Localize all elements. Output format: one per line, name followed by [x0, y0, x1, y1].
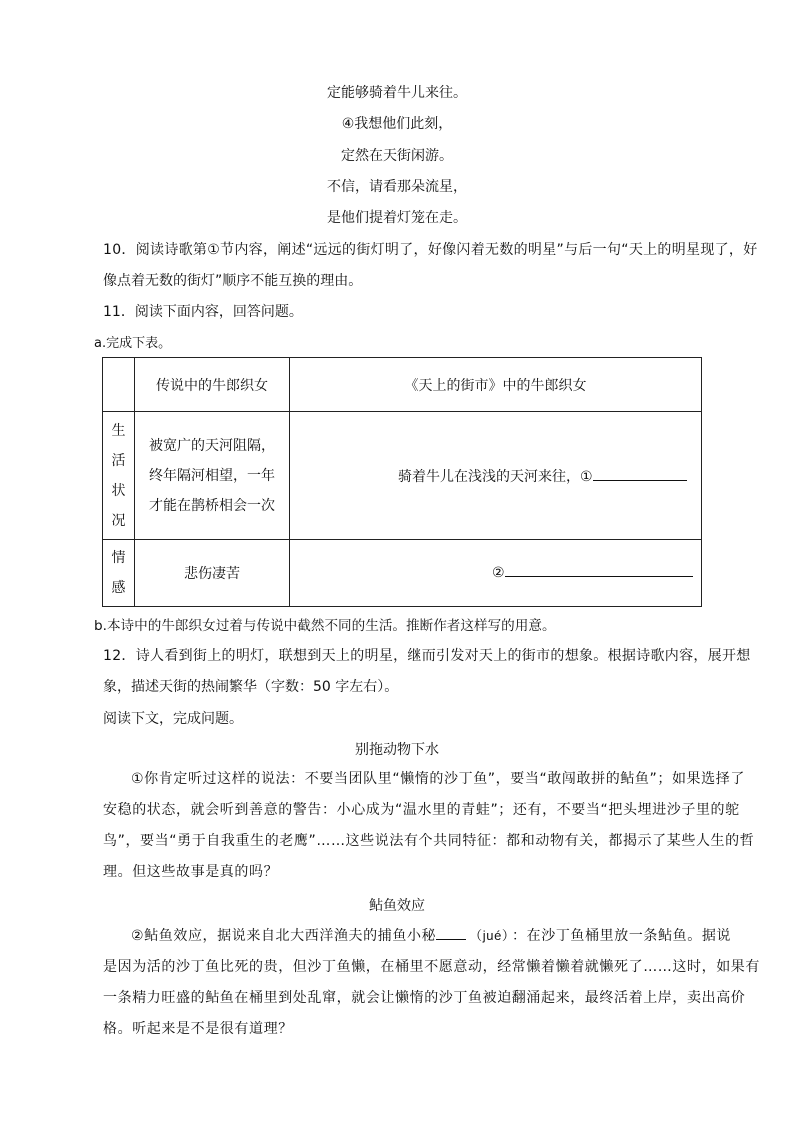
row-label-life: 生活状况: [103, 412, 135, 540]
paragraph-2-line-2: 是因为活的沙丁鱼比死的贵，但沙丁鱼懒，在桶里不愿意动，经常懒着懒着就懒死了……这时，如果有: [103, 959, 760, 975]
cell-legend-life: [135, 412, 290, 540]
answer-blank-2[interactable]: [505, 576, 693, 577]
answer-blank-1[interactable]: [593, 480, 687, 481]
question-11-sub-b: b.本诗中的牛郎织女过着与传说中截然不同的生活。推断作者这样写的用意。: [94, 618, 556, 634]
question-10-line-2: 像点着无数的街灯”顺序不能互换的理由。: [103, 273, 363, 289]
article-title: 别拖动物下水: [355, 742, 439, 758]
paragraph-1-line-2: 安稳的状态，就会听到善意的警告：小心成为“温水里的青蛙”；还有，不要当“把头埋进沙子里的鸵: [103, 802, 740, 818]
cell-poem-emotion: [290, 540, 702, 607]
table-row-life: [103, 412, 702, 540]
cell-legend-emotion: 悲伤凄苦: [135, 540, 290, 607]
question-10-line-1: 10．阅读诗歌第①节内容，阐述“远远的街灯明了，好像闪着无数的明星”与后一句“天上的明星现了，好: [103, 242, 758, 258]
table-header-row: [103, 358, 702, 412]
table-corner-cell: [103, 358, 135, 412]
paragraph-2-line-1: [103, 920, 743, 952]
table-header-legend: 传说中的牛郎织女: [135, 358, 290, 412]
paragraph-2-line-3: 一条精力旺盛的鲇鱼在桶里到处乱窜，就会让懒惰的沙丁鱼被迫翻涌起来，最终活着上岸，卖出高价: [103, 990, 746, 1006]
table-row-emotion: [103, 540, 702, 607]
paragraph-2-line-4: 格。听起来是不是很有道理？: [103, 1021, 293, 1037]
poem-life-text: 骑着牛儿在浅浅的天河来往，①: [398, 468, 593, 485]
legend-life-line-3: 才能在鹊桥相会一次: [149, 497, 275, 514]
paragraph-2-end: ：在沙丁鱼桶里放一条鲇鱼。据说: [512, 928, 732, 944]
question-11-title: 11．阅读下面内容，回答问题。: [103, 304, 303, 320]
article-paragraph-2: [103, 920, 760, 1045]
paragraph-1-line-4: 理。但这些故事是真的吗？: [103, 864, 279, 880]
question-11-sub-a: a.完成下表。: [94, 336, 172, 351]
comparison-table: [102, 357, 702, 607]
paragraph-1-line-1: ①你肯定听过这样的说法：不要当团队里“懒惰的沙丁鱼”，要当“敢闯敢拼的鲇鱼”；如果选择了: [131, 771, 745, 787]
table-header-poem: 《天上的街市》中的牛郎织女: [290, 358, 702, 412]
paragraph-1-line-3: 鸟”，要当“勇于自我重生的老鹰”……这些说法有个共同特征：都和动物有关，都揭示了某些人生的哲: [103, 833, 755, 849]
poem-line-2: ④我想他们此刻，: [341, 116, 453, 132]
poem-line-3: 定然在天街闲游。: [341, 148, 453, 164]
poem-emotion-marker: ②: [492, 565, 505, 581]
fill-blank-character[interactable]: [436, 939, 466, 940]
legend-life-line-1: 被宽广的天河阻隔，: [149, 437, 275, 454]
paragraph-2-start: ②鲇鱼效应，据说来自北大西洋渔夫的捕鱼小秘: [131, 928, 437, 944]
poem-line-4: 不信，请看那朵流星，: [327, 179, 467, 195]
cell-poem-life: [290, 412, 702, 540]
pinyin-hint: （jué）: [469, 928, 510, 943]
reading-intro: 阅读下文，完成问题。: [103, 711, 243, 727]
article-subtitle: 鲇鱼效应: [369, 898, 425, 914]
row-label-emotion: 情感: [103, 540, 135, 607]
article-paragraph-1: [103, 764, 755, 888]
poem-line-5: 是他们提着灯笼在走。: [327, 210, 467, 226]
question-12-line-1: 12．诗人看到街上的明灯，联想到天上的明星，继而引发对天上的街市的想象。根据诗歌内容，展开想: [103, 648, 751, 664]
question-12-line-2: 象，描述天街的热闹繁华（字数：50 字左右）。: [103, 679, 399, 695]
legend-life-line-2: 终年隔河相望，一年: [149, 467, 275, 484]
poem-line-1: 定能够骑着牛儿来往。: [327, 85, 467, 101]
